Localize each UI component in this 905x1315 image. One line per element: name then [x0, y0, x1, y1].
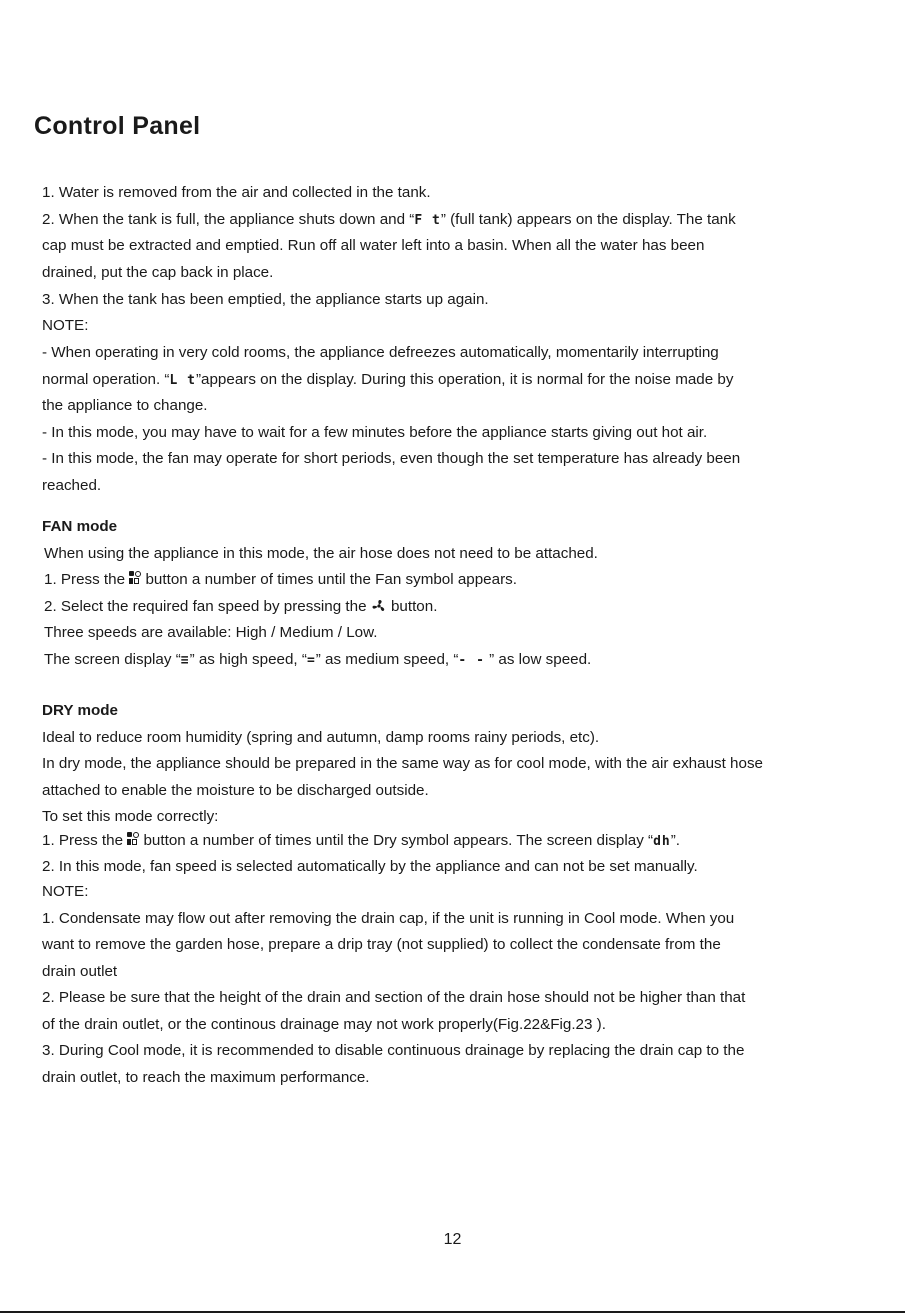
intro-line-3: cap must be extracted and emptied. Run off all water left into a basin. When all the water has been: [42, 237, 705, 254]
dry-line-4: To set this mode correctly:: [42, 808, 219, 825]
intro-line-10: - In this mode, the fan may operate for short periods, even though the set temperature has already been: [42, 450, 741, 467]
fan-mode-heading: FAN mode: [42, 518, 118, 535]
intro-line-8: the appliance to change.: [42, 397, 208, 414]
mode-button-icon: [127, 832, 139, 847]
fan-line-3b: button.: [386, 598, 438, 615]
intro-line-7b: ”appears on the display. During this operation, it is normal for the noise made by: [195, 371, 734, 388]
page-title: Control Panel: [34, 112, 201, 140]
fan-icon: [371, 599, 387, 618]
medium-speed-symbol: =: [306, 653, 316, 668]
dry-line-7: 1. Condensate may flow out after removing the drain cap, if the unit is running in Cool mode. When you: [42, 910, 735, 927]
dry-line-10: 2. Please be sure that the height of the drain and section of the drain hose should not be higher than that: [42, 989, 746, 1006]
full-tank-display-code: F t: [414, 213, 441, 228]
fan-line-5: [44, 651, 591, 670]
dry-line-12: 3. During Cool mode, it is recommended to disable continuous drainage by replacing the drain cap to the: [42, 1042, 745, 1059]
fan-line-5b: ” as high speed, “: [189, 651, 307, 668]
dry-line-6: 2. In this mode, fan speed is selected automatically by the appliance and can not be set manually.: [42, 858, 698, 875]
fan-line-5d: ” as low speed.: [484, 651, 592, 668]
dry-line-8: want to remove the garden hose, prepare a drip tray (not supplied) to collect the condensate from the: [42, 936, 721, 953]
dry-line-5: [42, 832, 680, 851]
dry-line-13: drain outlet, to reach the maximum performance.: [42, 1069, 370, 1086]
low-speed-symbol: - -: [458, 653, 485, 668]
fan-line-1: When using the appliance in this mode, the air hose does not need to be attached.: [44, 545, 598, 562]
intro-line-4: drained, put the cap back in place.: [42, 264, 274, 281]
intro-line-2: [42, 211, 736, 230]
intro-line-9: - In this mode, you may have to wait for a few minutes before the appliance starts giving out hot air.: [42, 424, 708, 441]
intro-line-7a: normal operation. “: [42, 371, 170, 388]
dry-line-5a: 1. Press the: [42, 832, 128, 849]
fan-line-2: [44, 571, 517, 589]
intro-line-2a: 2. When the tank is full, the appliance shuts down and “: [42, 211, 415, 228]
intro-line-6: - When operating in very cold rooms, the appliance defreezes automatically, momentarily interrupting: [42, 344, 719, 361]
fan-line-5c: ” as medium speed, “: [315, 651, 459, 668]
dry-mode-heading: DRY mode: [42, 702, 118, 719]
fan-line-2a: 1. Press the: [44, 571, 130, 588]
dry-line-5c: ”.: [670, 832, 681, 849]
intro-line-11: reached.: [42, 477, 102, 494]
dry-note-label: NOTE:: [42, 883, 89, 900]
dry-display-code: dh: [653, 834, 671, 849]
dry-line-2: In dry mode, the appliance should be prepared in the same way as for cool mode, with the air exhaust hose: [42, 755, 763, 772]
intro-line-7: [42, 371, 733, 390]
page-number: 12: [443, 1231, 462, 1248]
fan-line-4: Three speeds are available: High / Medium / Low.: [44, 624, 378, 641]
fan-line-3: [44, 598, 437, 618]
footer-rule: [0, 1311, 905, 1313]
dry-line-9: drain outlet: [42, 963, 118, 980]
dry-line-5b: button a number of times until the Dry symbol appears. The screen display “: [139, 832, 654, 849]
dry-line-11: of the drain outlet, or the continous drainage may not work properly(Fig.22&Fig.23 ).: [42, 1016, 606, 1033]
dry-line-1: Ideal to reduce room humidity (spring and autumn, damp rooms rainy periods, etc).: [42, 729, 600, 746]
fan-line-5a: The screen display “: [44, 651, 181, 668]
fan-line-3a: 2. Select the required fan speed by pressing the: [44, 598, 371, 615]
note-label: NOTE:: [42, 317, 89, 334]
defrost-display-code: L t: [169, 373, 196, 388]
high-speed-symbol: ≡: [180, 653, 190, 668]
fan-line-2b: button a number of times until the Fan symbol appears.: [141, 571, 517, 588]
intro-line-5: 3. When the tank has been emptied, the appliance starts up again.: [42, 291, 489, 308]
dry-line-3: attached to enable the moisture to be discharged outside.: [42, 782, 429, 799]
intro-line-1: 1. Water is removed from the air and collected in the tank.: [42, 184, 431, 201]
mode-button-icon: [129, 571, 141, 586]
intro-line-2b: ” (full tank) appears on the display. The tank: [440, 211, 736, 228]
